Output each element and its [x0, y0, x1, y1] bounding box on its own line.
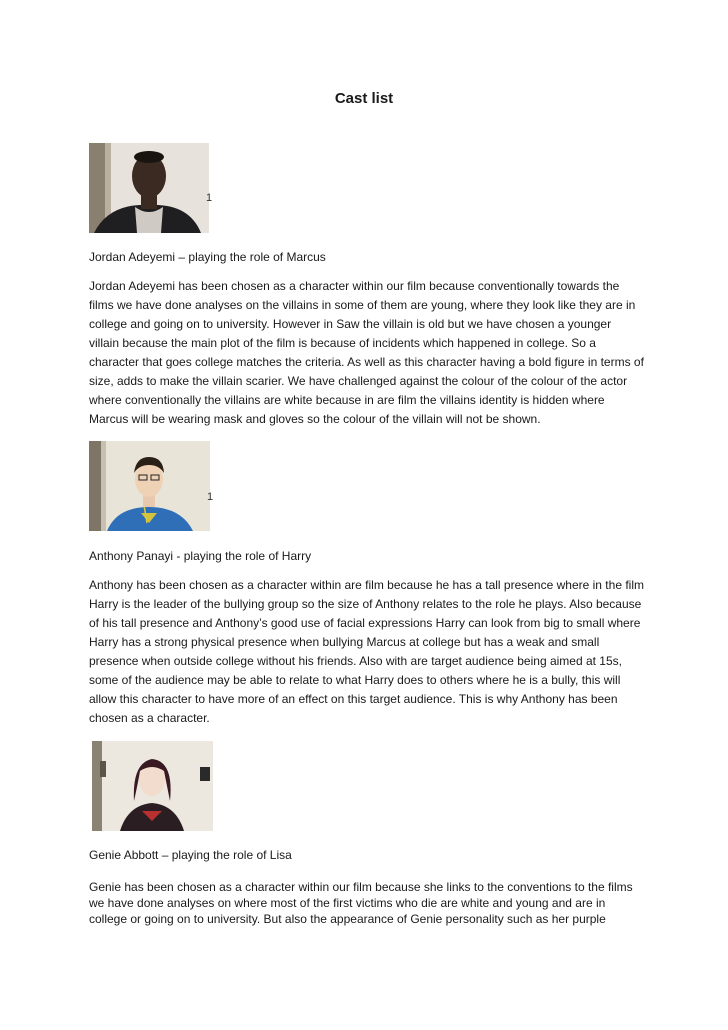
portrait-illustration [89, 441, 210, 531]
cast-caption-3: Genie Abbott – playing the role of Lisa [89, 848, 292, 862]
cast-description-3: Genie has been chosen as a character within our film because she links to the conventions to the films we have done analyses on where most of the first victims who die are white and young and are in college or going on to university. But also the appearance of Genie personality such as her purple [89, 880, 633, 926]
stray-mark-2: 1 [207, 491, 214, 503]
cast-caption-2: Anthony Panayi - playing the role of Harry [89, 549, 312, 563]
cast-caption-1: Jordan Adeyemi – playing the role of Marcus [89, 250, 326, 264]
portrait-photo-anthony [89, 441, 210, 531]
stray-mark-1: 1 [206, 192, 213, 204]
portrait-photo-jordan [89, 143, 209, 233]
cast-description-1: Jordan Adeyemi has been chosen as a character within our film because conventionally towards the films we have done analyses on the villains in some of them are young, where they look like they are in college and going on to university. However in Saw the villain is old but we have chosen a younger villain because the main plot of the film is because of incidents which happened in college. So a character that goes college matches the criteria. As well as this character having a bold figure in terms of size, adds to make the villain scarier. We have challenged against the colour of the colour of the actor where conventionally the villains are white because in are film the villains identity is hidden where Marcus will be wearing mask and gloves so the colour of the villain will not be shown. [89, 279, 644, 426]
portrait-photo-genie [92, 741, 213, 831]
portrait-illustration [89, 143, 209, 233]
cast-description-2: Anthony has been chosen as a character within are film because he has a tall presence where in the film Harry is the leader of the bullying group so the size of Anthony relates to the role he plays. Also because of his tall presence and Anthony’s good use of facial expressions Harry can look from big to small where Harry has a strong physical presence when bullying Marcus at college but has a weak and small presence when outside college without his friends. Also with are target audience being aimed at 15s, some of the audience may be able to relate to what Harry does to others where he is a bully, this will allow this character to have more of an effect on this target audience. This is why Anthony has been chosen as a character. [89, 578, 644, 725]
page-title: Cast list [334, 90, 394, 107]
portrait-illustration [92, 741, 213, 831]
